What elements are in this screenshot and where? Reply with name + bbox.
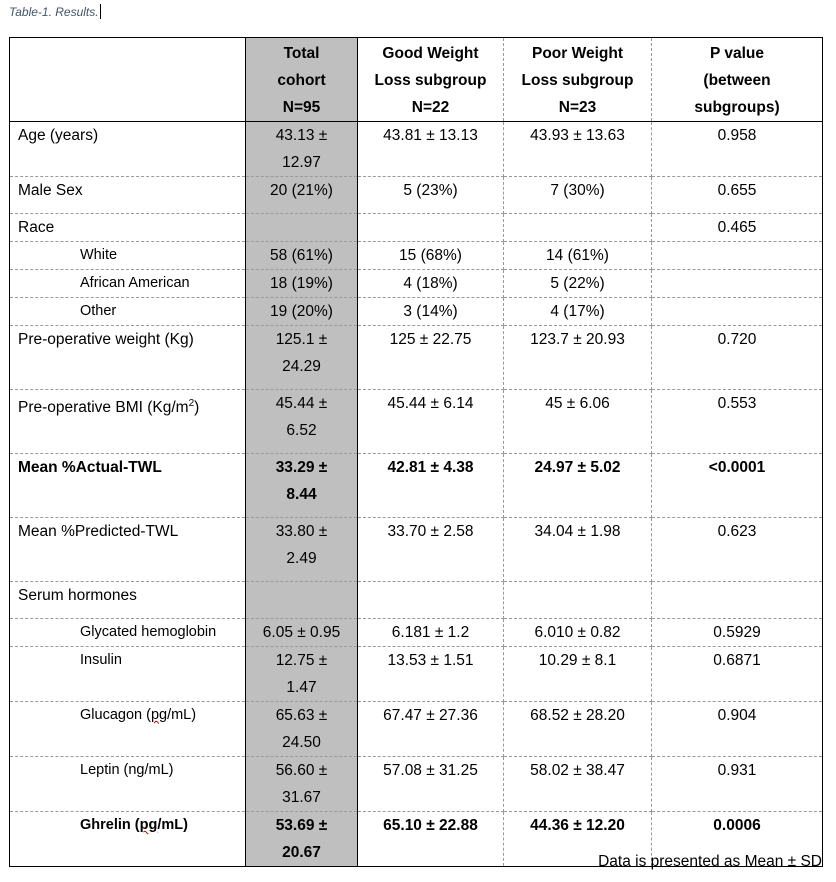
good-subgroup-cell: 13.53 ± 1.51: [358, 647, 504, 702]
good-subgroup-cell: 67.47 ± 27.36: [358, 702, 504, 757]
poor-subgroup-cell: 44.36 ± 12.20: [504, 812, 652, 867]
p-value-cell: 0.931: [652, 757, 823, 812]
p-value-cell: 0.904: [652, 702, 823, 757]
good-subgroup-cell: 42.81 ± 4.38: [358, 454, 504, 518]
good-subgroup-cell: 33.70 ± 2.58: [358, 518, 504, 582]
poor-subgroup-cell: 43.93 ± 13.63: [504, 122, 652, 177]
row-label: Glucagon (pg/mL): [10, 702, 246, 757]
header-total-cohort: Total cohort N=95: [246, 38, 358, 122]
poor-subgroup-cell: 34.04 ± 1.98: [504, 518, 652, 582]
total-cohort-cell: [246, 582, 358, 619]
table-row: [10, 122, 823, 177]
total-cohort-cell: 125.1 ± 24.29: [246, 326, 358, 390]
row-label: Pre-operative BMI $(Kg/m^2)$: [10, 390, 246, 454]
poor-subgroup-cell: [504, 582, 652, 619]
good-subgroup-cell: 125 ± 22.75: [358, 326, 504, 390]
table-row: [10, 702, 823, 757]
p-value-cell: 0.958: [652, 122, 823, 177]
poor-subgroup-cell: [504, 214, 652, 242]
row-label: Leptin (ng/mL): [10, 757, 246, 812]
total-cohort-cell: 20 (21%): [246, 177, 358, 214]
poor-subgroup-cell: 4 (17%): [504, 298, 652, 326]
row-label: Mean %Predicted-TWL: [10, 518, 246, 582]
row-label: Mean %Actual-TWL: [10, 454, 246, 518]
header-p-value: P value (between subgroups): [652, 38, 823, 122]
row-label: Glycated hemoglobin: [10, 619, 246, 647]
header-good-weight-loss: Good Weight Loss subgroup N=22: [358, 38, 504, 122]
good-subgroup-cell: [358, 582, 504, 619]
good-subgroup-cell: 3 (14%): [358, 298, 504, 326]
total-cohort-cell: 18 (19%): [246, 270, 358, 298]
table-row: [10, 757, 823, 812]
good-subgroup-cell: 43.81 ± 13.13: [358, 122, 504, 177]
p-value-cell: [652, 582, 823, 619]
row-label: White: [10, 242, 246, 270]
table-caption: [9, 4, 101, 19]
total-cohort-cell: 33.80 ± 2.49: [246, 518, 358, 582]
total-cohort-cell: 58 (61%): [246, 242, 358, 270]
row-label: African American: [10, 270, 246, 298]
table-row: [10, 518, 823, 582]
total-cohort-cell: 45.44 ± 6.52: [246, 390, 358, 454]
good-subgroup-cell: 6.181 ± 1.2: [358, 619, 504, 647]
good-subgroup-cell: 57.08 ± 31.25: [358, 757, 504, 812]
good-subgroup-cell: 4 (18%): [358, 270, 504, 298]
poor-subgroup-cell: 45 ± 6.06: [504, 390, 652, 454]
good-subgroup-cell: 15 (68%): [358, 242, 504, 270]
poor-subgroup-cell: 6.010 ± 0.82: [504, 619, 652, 647]
row-label: Race: [10, 214, 246, 242]
good-subgroup-cell: 65.10 ± 22.88: [358, 812, 504, 867]
table-row: [10, 214, 823, 242]
p-value-cell: 0.0006: [652, 812, 823, 867]
p-value-cell: 0.6871: [652, 647, 823, 702]
table-row: [10, 298, 823, 326]
good-subgroup-cell: 45.44 ± 6.14: [358, 390, 504, 454]
row-label: Pre-operative weight (Kg): [10, 326, 246, 390]
total-cohort-cell: [246, 214, 358, 242]
good-subgroup-cell: 5 (23%): [358, 177, 504, 214]
p-value-cell: 0.720: [652, 326, 823, 390]
header-row: [10, 38, 823, 122]
row-label: Insulin: [10, 647, 246, 702]
poor-subgroup-cell: 14 (61%): [504, 242, 652, 270]
total-cohort-cell: 56.60 ± 31.67: [246, 757, 358, 812]
footnote: Data is presented as Mean ± SD: [598, 853, 822, 870]
table-row: [10, 619, 823, 647]
table-row: [10, 177, 823, 214]
text-cursor: [100, 4, 101, 19]
good-subgroup-cell: [358, 214, 504, 242]
total-cohort-cell: 6.05 ± 0.95: [246, 619, 358, 647]
total-cohort-cell: 19 (20%): [246, 298, 358, 326]
poor-subgroup-cell: 68.52 ± 28.20: [504, 702, 652, 757]
total-cohort-cell: 12.75 ± 1.47: [246, 647, 358, 702]
poor-subgroup-cell: 123.7 ± 20.93: [504, 326, 652, 390]
poor-subgroup-cell: 7 (30%): [504, 177, 652, 214]
table-row: [10, 270, 823, 298]
p-value-cell: <0.0001: [652, 454, 823, 518]
header-empty: [10, 38, 246, 122]
row-label: Age (years): [10, 122, 246, 177]
total-cohort-cell: 33.29 ± 8.44: [246, 454, 358, 518]
total-cohort-cell: 65.63 ± 24.50: [246, 702, 358, 757]
poor-subgroup-cell: 10.29 ± 8.1: [504, 647, 652, 702]
p-value-cell: [652, 270, 823, 298]
p-value-cell: 0.5929: [652, 619, 823, 647]
row-label: Other: [10, 298, 246, 326]
table-row: [10, 242, 823, 270]
poor-subgroup-cell: 24.97 ± 5.02: [504, 454, 652, 518]
table-row: [10, 454, 823, 518]
table-row: [10, 647, 823, 702]
table-row: [10, 390, 823, 454]
total-cohort-cell: 43.13 ± 12.97: [246, 122, 358, 177]
table-row: [10, 326, 823, 390]
p-value-cell: [652, 242, 823, 270]
p-value-cell: 0.655: [652, 177, 823, 214]
row-label: Serum hormones: [10, 582, 246, 619]
row-label: Ghrelin (pg/mL): [10, 812, 246, 867]
p-value-cell: [652, 298, 823, 326]
p-value-cell: 0.553: [652, 390, 823, 454]
p-value-cell: 0.623: [652, 518, 823, 582]
header-poor-weight-loss: Poor Weight Loss subgroup N=23: [504, 38, 652, 122]
poor-subgroup-cell: 58.02 ± 38.47: [504, 757, 652, 812]
poor-subgroup-cell: 5 (22%): [504, 270, 652, 298]
results-table: [9, 37, 823, 867]
p-value-cell: 0.465: [652, 214, 823, 242]
table-row: [10, 582, 823, 619]
total-cohort-cell: 53.69 ± 20.67: [246, 812, 358, 867]
caption-text: Table-1. Results.: [9, 5, 99, 19]
row-label: Male Sex: [10, 177, 246, 214]
